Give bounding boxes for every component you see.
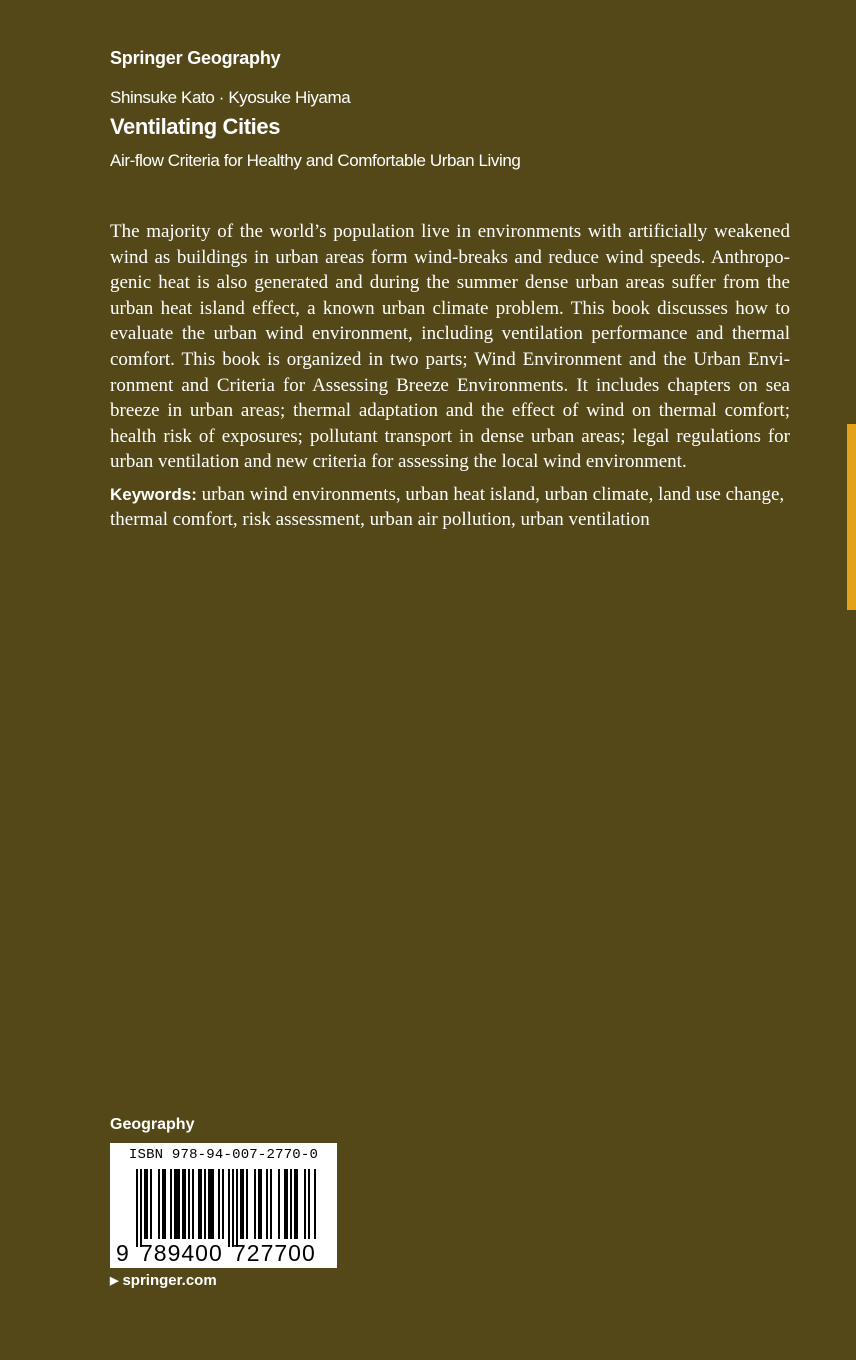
barcode-bar <box>222 1169 224 1239</box>
isbn-text: ISBN 978-94-007-2770-0 <box>128 1147 319 1163</box>
abstract: The majority of the world’s population live in environments with artificially weakened wind as buildings in urban areas form wind-breaks and reduce wind speeds. Anthropogenic heat is also generated and during the summer dense urban areas suffer from the urban heat island effect, a known urban climate problem. This book discusses how to evaluate the urban wind environment, including ventilation performance and thermal comfort. This book is organized in two parts; Wind Environment and the Urban Environment and Criteria for Assessing Breeze Environments. It includes chapters on sea breeze in urban areas; thermal adaptation and the effect of wind on thermal comfort; health risk of exposures; pollutant transport in dense urban areas; legal regulations for urban ventilation and new criteria for assessing the local wind environment. <box>110 221 790 473</box>
play-arrow-icon: ▶ <box>110 1275 119 1287</box>
barcode-bar <box>228 1169 230 1247</box>
barcode-bar <box>208 1169 214 1239</box>
barcode-bar <box>314 1169 316 1239</box>
barcode-bar <box>254 1169 256 1239</box>
barcode-bar <box>204 1169 206 1239</box>
barcode-bar <box>174 1169 180 1239</box>
barcode-bar <box>246 1169 248 1239</box>
barcode-bar <box>240 1169 244 1239</box>
edge-color-tab <box>847 424 856 610</box>
barcode-bar <box>136 1169 138 1247</box>
barcode-bar <box>218 1169 220 1239</box>
keywords <box>110 482 800 532</box>
barcode-bar <box>270 1169 272 1239</box>
isbn-barcode <box>110 1143 337 1268</box>
barcode-bar <box>140 1169 142 1247</box>
barcode-bar <box>258 1169 262 1239</box>
barcode-bar <box>144 1169 148 1239</box>
barcode-bar <box>236 1169 238 1247</box>
barcode-bar <box>198 1169 202 1239</box>
barcode-bar <box>304 1169 306 1239</box>
website-text: springer.com <box>122 1272 217 1289</box>
barcode-bar <box>162 1169 166 1239</box>
barcode-left-digits: 789400 <box>140 1240 223 1266</box>
website-link[interactable] <box>110 1272 217 1289</box>
barcode-right-digits: 727700 <box>233 1240 316 1266</box>
barcode-bar <box>278 1169 280 1239</box>
barcode-bar <box>150 1169 152 1239</box>
barcode-bar <box>192 1169 194 1239</box>
barcode-bar <box>290 1169 292 1239</box>
barcode-bar <box>284 1169 288 1239</box>
barcode-bar <box>170 1169 172 1239</box>
barcode-bar <box>294 1169 298 1239</box>
book-title: Ventilating Cities <box>110 114 281 139</box>
barcode-first-digit: 9 <box>116 1240 130 1266</box>
barcode-bar <box>158 1169 160 1239</box>
barcode-bar <box>182 1169 186 1239</box>
barcode-bar <box>266 1169 268 1239</box>
subject-category: Geography <box>110 1116 195 1133</box>
barcode-bar <box>232 1169 234 1247</box>
series-name: Springer Geography <box>110 48 281 68</box>
authors: Shinsuke Kato · Kyosuke Hiyama <box>110 88 351 107</box>
keywords-label: Keywords: <box>110 485 197 504</box>
book-subtitle: Air-flow Criteria for Healthy and Comfortable Urban Living <box>110 151 521 170</box>
keywords-text: urban wind environments, urban heat island, urban climate, land use change, thermal comfort, risk assessment, urban air pollution, urban ventilation <box>110 484 785 530</box>
barcode-bar <box>188 1169 190 1239</box>
barcode-bar <box>308 1169 310 1239</box>
